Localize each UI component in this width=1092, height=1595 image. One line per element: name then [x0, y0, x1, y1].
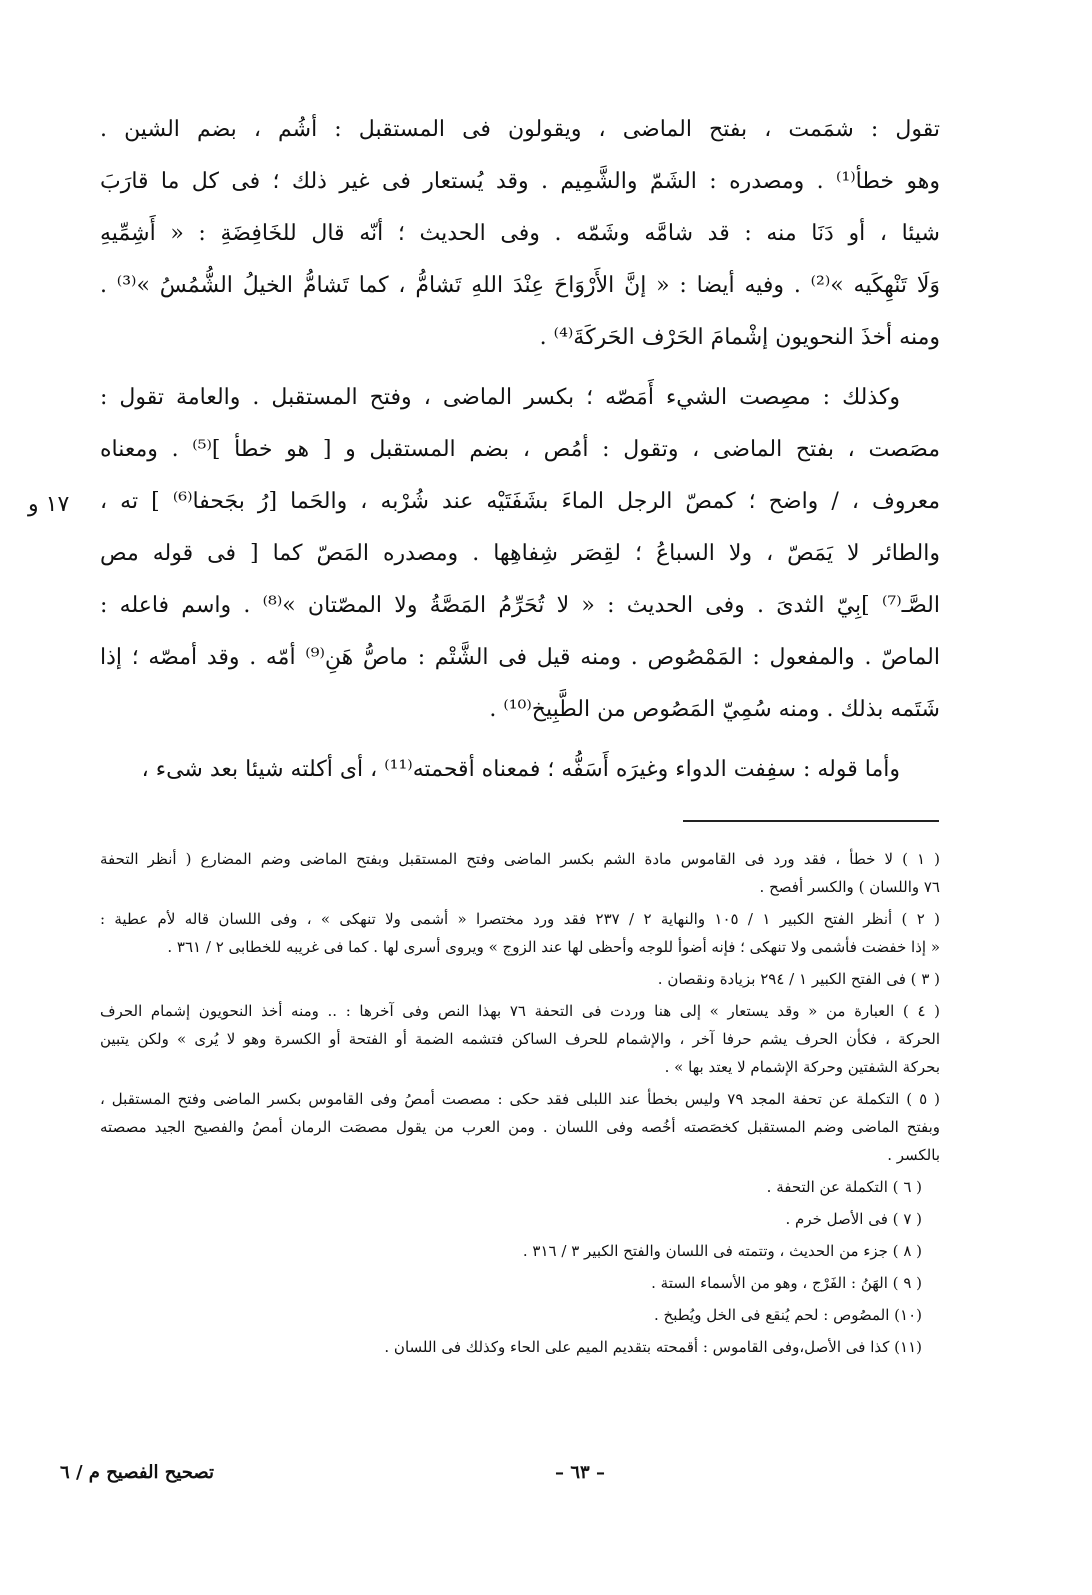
footnote-1 [100, 845, 940, 901]
paragraph-3 [100, 744, 940, 796]
text-line: ومنه أخذَ النحويون إشْمامَ الحَرْف الحَركَةَ⁽⁴⁾ . [539, 325, 940, 350]
footnote-line: بالكسر . [887, 1146, 940, 1164]
footnote-line: ٧٦ واللسان ) والكسر أفصح . [759, 878, 940, 896]
footnote-line: ( ٤ ) العبارة من « وقد يستعار » إلى هنا وردت فى التحفة ٧٦ بهذا النص وفى آخرها : .. ومنه أخذ النحويون إشمام الحرف [100, 1002, 940, 1020]
text-line: والطائر لا يَمَصّ ، ولا السباعُ ؛ لقِصَر شِفاهِها . ومصدره المَصّ كما [ فى قوله مص [100, 541, 940, 566]
footnote-3 [100, 965, 940, 993]
paragraph-2 [100, 372, 940, 736]
text-line: وأما قوله : سفِفت الدواء وغيرَه أَسَفُّه ؛ فمعناه أقحمته⁽¹¹⁾ ، أى أكلته شيئا بعد شىء ، [141, 757, 900, 782]
paragraph-1 [100, 104, 940, 364]
footnote-10 [100, 1301, 940, 1329]
footnote-line: الحركة ، فكأن الحرف يشم حرفا آخر ، والإشمام للحرف الساكن فتشمه الضمة أو الفتحة أو الكسرة وهو لا يُرى » ولكن يتبين [100, 1030, 940, 1048]
text-line: معروف ، / واضح ؛ كمصّ الرجل الماءَ بشَفَتَيْه عند شُرْبه ، والحَما [رُ بجَحفا⁽⁶⁾ ] ته ، [100, 489, 941, 514]
footnote-9 [100, 1269, 940, 1297]
footnote-5 [100, 1085, 940, 1169]
main-text [100, 104, 940, 796]
footnote-line: ( ٢ ) أنظر الفتح الكبير ١ / ١٠٥ والنهاية ٢ / ٢٣٧ فقد ورد مختصرا « أشمى ولا تنهكى » ، وفى اللسان قاله لأم عطية : [100, 910, 940, 928]
footnote-line: (١٠) المصُوص : لحم يُنقع فى الخل ويُطبخ . [654, 1306, 922, 1324]
footnote-line: ( ٣ ) فى الفتح الكبير ١ / ٢٩٤ بزيادة ونقصان . [657, 970, 940, 988]
footnote-line: (١١) كذا فى الأصل،وفى القاموس : أقمحته بتقديم الميم على الحاء وكذلك فى اللسان . [384, 1338, 922, 1356]
page-number: – ٦٣ – [555, 1462, 605, 1483]
text-line: مصَصت ، بفتح الماضى ، وتقول : أمُص ، بضم المستقبل و [ هو خطأ ]⁽⁵⁾ . ومعناه [100, 437, 940, 462]
footnote-line: ( ٥ ) التكملة عن تحفة المجد ٧٩ وليس بخطأ عند اللبلى فقد حكى : مصصت أمصُ وفى القاموس بكسر الماضى وفتح المستقبل ، [100, 1090, 941, 1108]
footnote-line: وبفتح الماضى وضم المستقبل كخصَصته أخُصه وفى اللسان . ومن العرب من يقول مصصَت الرمان أمصُ والفصيح الجيد مصصته [100, 1118, 940, 1136]
footnote-line: ( ٨ ) جزء من الحديث ، وتتمته فى اللسان والفتح الكبير ٣ / ٣١٦ . [522, 1242, 922, 1260]
text-line: الماصّ . والمفعول : المَمْصُوص . ومنه قيل فى الشَّتْم : ماصُّ هَنِ⁽⁹⁾ أمّه . وقد أمصّه ؛ إذا [100, 645, 940, 670]
footnote-divider [683, 820, 939, 822]
footnote-7 [100, 1205, 940, 1233]
footnote-2 [100, 905, 940, 961]
footnote-4 [100, 997, 940, 1081]
footnote-line: ( ٧ ) فى الأصل خرم . [785, 1210, 922, 1228]
footnote-8 [100, 1237, 940, 1265]
text-line: الصَّـ⁽⁷⁾ ]بِيّ الثدىَ . وفى الحديث : « لا تُحَرِّمُ المَصَّةُ ولا المصّتان »⁽⁸⁾ . واسم فاعله : [100, 593, 940, 618]
footnote-line: « إذا خفضت فأشمى ولا تنهكى ؛ فإنه أضوأ للوجه وأحظى لها عند الزوج » ويروى أسرى لها . كما فى غريبه للخطابى ٢ / ٣٦١ . [167, 938, 940, 956]
text-line: وكذلك : مصِصت الشيء أَمَصّه ؛ بكسر الماضى ، وفتح المستقبل . والعامة تقول : [100, 385, 900, 410]
footnote-line: ( ٩ ) الهَنُ : الفَرْج ، وهو من الأسماء الستة . [651, 1274, 922, 1292]
text-line: شَتَمه بذلك . ومنه سُمِيّ المَصُوص من الطَّبِيخ⁽¹⁰⁾ . [489, 697, 940, 722]
footnote-line: ( ١ ) لا خطأ ، فقد ورد فى القاموس مادة الشم بكسر الماضى وفتح المستقبل وبفتح الماضى وضم المضارع ( أنظر التحفة [100, 850, 940, 868]
text-line: تقول : شمَمت ، بفتح الماضى ، ويقولون فى المستقبل : أشُم ، بضم الشين . [100, 117, 940, 142]
footnotes [100, 845, 940, 1365]
footnote-line: ( ٦ ) التكملة عن التحفة . [766, 1178, 922, 1196]
manuscript-folio-note: ١٧ و [28, 492, 70, 517]
printer-signature: تصحيح الفصيح م / ٦ [60, 1462, 214, 1483]
text-line: شيئا ، أو دَنَا منه : قد شامَّه وشَمّه . وفى الحديث ؛ أنّه قال للخَافِضَةِ : « أَشِمِّيهِ [100, 221, 940, 246]
page-footer [60, 1462, 940, 1492]
footnote-line: بحركة الشفتين وحركة الإشمام لا يعتد بها » . [664, 1058, 940, 1076]
text-line: وَلَا تَنْهِكَيه »⁽²⁾ . وفيه أيضا : « إنَّ الأَرْوَاحَ عِنْدَ اللهِ تَشامُّ ، كما تَشامُّ الخيلُ الشُّمُسُ »⁽³⁾ . [100, 273, 941, 298]
footnote-11 [100, 1333, 940, 1361]
footnote-6 [100, 1173, 940, 1201]
text-line: وهو خطأ⁽¹⁾ . ومصدره : الشَمّ والشَّمِيم . وقد يُستعار فى غير ذلك ؛ فى كل ما قارَبَ [100, 169, 940, 194]
